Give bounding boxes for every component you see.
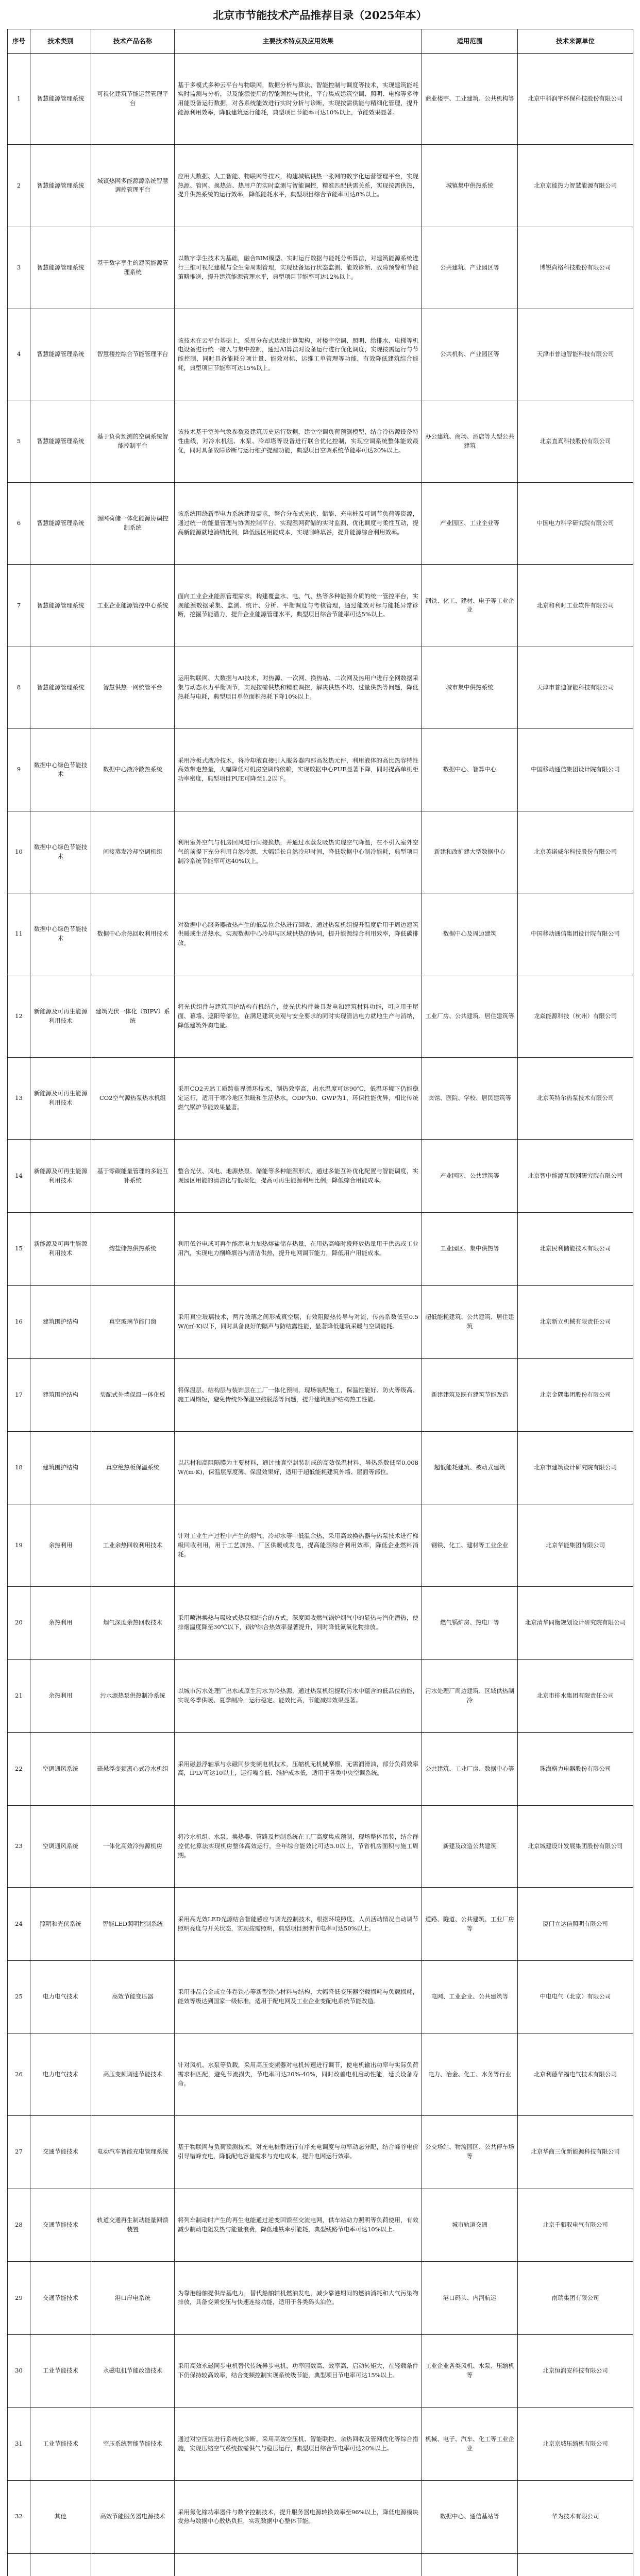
row-category: 其他 bbox=[30, 2481, 91, 2554]
row-scope: 超低能耗建筑、被动式建筑 bbox=[422, 1431, 518, 1504]
row-source-unit: 厦门立达信照明有限公司 bbox=[518, 1888, 633, 1961]
row-number: 16 bbox=[8, 1285, 30, 1359]
table-row bbox=[8, 400, 633, 482]
row-product-name: 真空玻璃节能门窗 bbox=[91, 1285, 175, 1359]
row-category: 建筑围护结构 bbox=[30, 1431, 91, 1504]
row-category: 余热利用 bbox=[30, 1504, 91, 1586]
row-category: 工业节能技术 bbox=[30, 2408, 91, 2481]
row-source-unit: 北京英特尔热泵技术有限公司 bbox=[518, 1057, 633, 1139]
row-source-unit: 北京英诺威尔科技股份有限公司 bbox=[518, 811, 633, 893]
table-header bbox=[8, 29, 633, 54]
table-row bbox=[8, 1586, 633, 1659]
header-source-unit: 技术来源单位 bbox=[518, 29, 633, 54]
row-number: 29 bbox=[8, 2262, 30, 2335]
row-category: 空调通风系统 bbox=[30, 1733, 91, 1806]
row-scope: 燃气锅炉房、热电厂等 bbox=[422, 1586, 518, 1659]
row-scope: 道路、隧道、公共建筑、工业厂房等 bbox=[422, 1888, 518, 1961]
row-product-name bbox=[91, 2553, 175, 2576]
row-category: 智慧能源管理系统 bbox=[30, 565, 91, 647]
row-source-unit: 天津市普迪智能科技有限公司 bbox=[518, 309, 633, 400]
row-scope: 钢铁、化工、建材、电子等工业企业 bbox=[422, 565, 518, 647]
row-category: 智慧能源管理系统 bbox=[30, 482, 91, 564]
table-row bbox=[8, 2262, 633, 2335]
row-scope: 钢铁、化工、建材等工业企业 bbox=[422, 1504, 518, 1586]
row-product-name: 高效节能变压器 bbox=[91, 1960, 175, 2033]
row-features: 基于物联网与负荷预测技术，对充电桩群进行有序充电调度与功率动态分配，结合峰谷电价引导错峰充电，降低配电容量需求与充电成本，提升电网运行效率。 bbox=[175, 2115, 422, 2189]
table-row bbox=[8, 1733, 633, 1806]
row-number: 11 bbox=[8, 893, 30, 975]
row-number: 15 bbox=[8, 1212, 30, 1285]
row-product-name: 高压变频调速节能技术 bbox=[91, 2033, 175, 2115]
row-source-unit: 华为技术有限公司 bbox=[518, 2481, 633, 2554]
table-row bbox=[8, 2481, 633, 2554]
row-category: 智慧能源管理系统 bbox=[30, 145, 91, 227]
row-number: 28 bbox=[8, 2189, 30, 2262]
row-number: 8 bbox=[8, 647, 30, 728]
row-scope: 工业厂房、公共建筑、居住建筑等 bbox=[422, 975, 518, 1057]
row-scope: 污水处理厂周边建筑、区域供热制冷 bbox=[422, 1659, 518, 1733]
row-number: 19 bbox=[8, 1504, 30, 1586]
row-scope: 机械、电子、汽车、化工等工业企业 bbox=[422, 2408, 518, 2481]
row-product-name: 永磁电机节能改造技术 bbox=[91, 2334, 175, 2408]
table-row bbox=[8, 1888, 633, 1961]
row-number: 18 bbox=[8, 1431, 30, 1504]
row-number: 9 bbox=[8, 729, 30, 811]
row-features: 通过对空压站进行系统化诊断，采用高效空压机、智能联控、余热回收及管网优化等综合措施，实现压缩空气系统按需供气与稳压运行，典型项目综合节电率可达20%以上。 bbox=[175, 2408, 422, 2481]
row-product-name: CO2空气源热泵热水机组 bbox=[91, 1057, 175, 1139]
header-features: 主要技术特点及应用效果 bbox=[175, 29, 422, 54]
row-number: 4 bbox=[8, 309, 30, 400]
row-source-unit: 中国电力科学研究院有限公司 bbox=[518, 482, 633, 564]
table-row bbox=[8, 811, 633, 893]
row-product-name: 装配式外墙保温一体化板 bbox=[91, 1359, 175, 1432]
row-source-unit: 北京金隅集团股份有限公司 bbox=[518, 1359, 633, 1432]
row-category: 电力电气技术 bbox=[30, 1960, 91, 2033]
row-number: 2 bbox=[8, 145, 30, 227]
row-product-name: 建筑光伏一体化（BIPV）系统 bbox=[91, 975, 175, 1057]
row-source-unit: 北京市建筑设计研究院有限公司 bbox=[518, 1431, 633, 1504]
row-scope: 超低能耗建筑、公共建筑、居住建筑 bbox=[422, 1285, 518, 1359]
row-product-name: 城镇热网多能源源系统智慧调控管理平台 bbox=[91, 145, 175, 227]
row-scope: 宾馆、医院、学校、居民建筑等 bbox=[422, 1057, 518, 1139]
row-category: 建筑围护结构 bbox=[30, 1285, 91, 1359]
row-features: 采用磁悬浮轴承与永磁同步变频电机技术，压缩机无机械摩擦、无需润滑油，部分负荷效率高，IPLV可达10以上，运行噪音低、维护成本低，适用于各类中央空调系统。 bbox=[175, 1733, 422, 1806]
row-features: 利用低谷电或可再生能源电力加热熔盐储存热量，在用热高峰时段释放热量用于供热或工业用汽，实现电力削峰填谷与清洁供热，提升电网调节能力，降低用户用能成本。 bbox=[175, 1212, 422, 1285]
row-product-name: 一体化高效冷热源机房 bbox=[91, 1805, 175, 1887]
row-product-name: 源网荷储一体化能源协调控制系统 bbox=[91, 482, 175, 564]
table-row bbox=[8, 1359, 633, 1432]
row-number: 25 bbox=[8, 1960, 30, 2033]
row-scope: 商业楼宇、工业建筑、公共机构等 bbox=[422, 54, 518, 145]
row-product-name: 电动汽车智能充电管理系统 bbox=[91, 2115, 175, 2189]
row-number: 22 bbox=[8, 1733, 30, 1806]
row-number bbox=[8, 2553, 30, 2576]
row-features: 采用氮化镓功率器件与数字控制技术，提升服务器电源转换效率至96%以上，降低电源模块发热与数据中心散热负担，实现数据中心整体节能。 bbox=[175, 2481, 422, 2554]
row-product-name: 基于负荷预测的空调系统智能控制平台 bbox=[91, 400, 175, 482]
table-row bbox=[8, 2408, 633, 2481]
row-features: 以数字孪生技术为基础，融合BIM模型、实时运行数据与能耗分析算法，对建筑能源系统进行三维可视化建模与全生命周期管理，实现设备运行状态监测、能效诊断、故障预警和节能策略推送，提升建筑能源管理水平，典型项目节能率可达12%以上。 bbox=[175, 227, 422, 309]
row-category: 数据中心绿色节能技术 bbox=[30, 811, 91, 893]
row-scope: 城市集中供热系统 bbox=[422, 647, 518, 728]
row-product-name: 空压系统智能节能技术 bbox=[91, 2408, 175, 2481]
row-category: 照明和光伏系统 bbox=[30, 1888, 91, 1961]
row-product-name: 烟气深度余热回收技术 bbox=[91, 1586, 175, 1659]
table-row bbox=[8, 1504, 633, 1586]
row-source-unit: 北京清华同衡规划设计研究院有限公司 bbox=[518, 1586, 633, 1659]
row-features: 采用真空玻璃技术，两片玻璃之间形成真空层，有效阻隔热传导与对流，传热系数低至0.5W/(㎡·K)以下，同时具备良好的隔声与防结露性能，显著降低建筑采暖与空调能耗。 bbox=[175, 1285, 422, 1359]
row-product-name: 高效节能服务器电源技术 bbox=[91, 2481, 175, 2554]
table-row bbox=[8, 1431, 633, 1504]
row-product-name: 轨道交通再生制动能量回馈装置 bbox=[91, 2189, 175, 2262]
row-product-name: 可视化建筑节能运营管理平台 bbox=[91, 54, 175, 145]
row-number: 17 bbox=[8, 1359, 30, 1432]
table-row bbox=[8, 1057, 633, 1139]
row-number: 10 bbox=[8, 811, 30, 893]
row-source-unit: 中电电气（北京）有限公司 bbox=[518, 1960, 633, 2033]
row-category: 智慧能源管理系统 bbox=[30, 647, 91, 728]
table-row bbox=[8, 647, 633, 728]
row-category: 新能源及可再生能源利用技术 bbox=[30, 1212, 91, 1285]
table-row bbox=[8, 1805, 633, 1887]
row-source-unit: 北京民利储能技术有限公司 bbox=[518, 1212, 633, 1285]
row-source-unit: 北京京能热力智慧能源有限公司 bbox=[518, 145, 633, 227]
row-features bbox=[175, 2553, 422, 2576]
row-source-unit: 南瑞集团有限公司 bbox=[518, 2262, 633, 2335]
row-category: 电力电气技术 bbox=[30, 2033, 91, 2115]
row-product-name: 基于数字孪生的建筑能源管理系统 bbox=[91, 227, 175, 309]
row-features: 整合光伏、风电、地源热泵、储能等多种能源形式，通过多能互补优化配置与智能调度，实现园区用能的清洁化与低碳化，提高可再生能源利用比例，降低综合用能成本。 bbox=[175, 1140, 422, 1213]
header-category: 技术类别 bbox=[30, 29, 91, 54]
row-features: 将保温层、结构层与装饰层在工厂一体化预制，现场装配施工，保温性能好、防火等级高、施工周期短，避免传统外保温空鼓脱落等问题，提升建筑围护结构热工性能。 bbox=[175, 1359, 422, 1432]
row-number: 24 bbox=[8, 1888, 30, 1961]
row-number: 27 bbox=[8, 2115, 30, 2189]
row-features: 采用非晶合金或立体卷铁心等新型铁心材料与结构，大幅降低变压器空载损耗与负载损耗，能效等级达到国家一级标准，适用于配电网及工业企业变配电系统节能改造。 bbox=[175, 1960, 422, 2033]
row-category: 建筑围护结构 bbox=[30, 1359, 91, 1432]
row-product-name: 工业企业能源管控中心系统 bbox=[91, 565, 175, 647]
row-source-unit: 北京京城压缩机有限公司 bbox=[518, 2408, 633, 2481]
row-features: 应用大数据、人工智能、物联网等技术，构建城镇供热一张网的数字化运营管理平台，实现热源、管网、换热站、热用户的实时监测与智能调控，精准匹配供需关系，实现按需供热，提升供热系统的运行效率，降低能耗水平，典型项目综合节能率可达8%以上。 bbox=[175, 145, 422, 227]
row-features: 采用喷淋换热与吸收式热泵相结合的方式，深度回收燃气锅炉烟气中的显热与汽化潜热，使排烟温度降至30℃以下，锅炉综合热效率显著提升，同时降低氮氧化物排放。 bbox=[175, 1586, 422, 1659]
row-source-unit: 北京利德华福电气技术有限公司 bbox=[518, 2033, 633, 2115]
row-source-unit: 北京华能集团有限公司 bbox=[518, 1504, 633, 1586]
row-product-name: 智能LED照明控制系统 bbox=[91, 1888, 175, 1961]
row-number: 20 bbox=[8, 1586, 30, 1659]
row-product-name: 基于零碳能量管理的多能互补系统 bbox=[91, 1140, 175, 1213]
row-source-unit: 北京城建设计发展集团股份有限公司 bbox=[518, 1805, 633, 1887]
table-row bbox=[8, 1659, 633, 1733]
row-features: 面向工业企业能源管理需求，构建覆盖水、电、气、热等多种能源介质的统一管控平台，实现能源数据采集、监测、统计、分析、平衡调度与考核管理，通过能效对标与能耗异常诊断，挖掘节能潜力，提升企业能源管理水平，典型项目综合节能率可达5%以上。 bbox=[175, 565, 422, 647]
row-scope: 港口码头、内河航运 bbox=[422, 2262, 518, 2335]
row-product-name: 污水源热泵供热制冷系统 bbox=[91, 1659, 175, 1733]
table-row bbox=[8, 2033, 633, 2115]
row-scope: 数据中心、通信基站等 bbox=[422, 2481, 518, 2554]
row-number: 6 bbox=[8, 482, 30, 564]
row-features: 将光伏组件与建筑围护结构有机结合，使光伏构件兼具发电和建筑材料功能，可应用于屋面、幕墙、遮阳等部位，在满足建筑美观与安全要求的同时实现清洁电力就地生产与消纳，降低建筑外购电量。 bbox=[175, 975, 422, 1057]
row-category: 交通节能技术 bbox=[30, 2262, 91, 2335]
row-scope: 办公建筑、商场、酒店等大型公共建筑 bbox=[422, 400, 518, 482]
row-product-name: 数据中心液冷散热系统 bbox=[91, 729, 175, 811]
row-scope: 城镇集中供热系统 bbox=[422, 145, 518, 227]
row-source-unit: 北京千驷驭电气有限公司 bbox=[518, 2189, 633, 2262]
row-category: 智慧能源管理系统 bbox=[30, 227, 91, 309]
row-scope: 城市轨道交通 bbox=[422, 2189, 518, 2262]
row-features: 采用冷板式液冷技术，将冷却液直接引入服务器内部高发热元件，利用液体的高比热容特性高效带走热量，大幅降低对机房空调的依赖，实现数据中心PUE显著下降，同时提高单机柜功率密度，典型项目PUE可降至1.2以下。 bbox=[175, 729, 422, 811]
row-features: 该技术基于室外气象参数及建筑历史运行数据，建立空调负荷预测模型，结合冷热源设备特性曲线，对冷水机组、水泵、冷却塔等设备进行联合优化控制，实现空调系统整体能效最优，同时具备故障诊断与运行维护提醒功能，典型项目空调系统节能率可达20%以上。 bbox=[175, 400, 422, 482]
row-category: 数据中心绿色节能技术 bbox=[30, 729, 91, 811]
row-category: 智慧能源管理系统 bbox=[30, 54, 91, 145]
row-number: 32 bbox=[8, 2481, 30, 2554]
row-scope: 公共机构、产业园区等 bbox=[422, 309, 518, 400]
row-source-unit: 天津市普迪智能科技有限公司 bbox=[518, 647, 633, 728]
row-category: 余热利用 bbox=[30, 1659, 91, 1733]
row-number: 21 bbox=[8, 1659, 30, 1733]
row-scope: 数据中心及周边建筑 bbox=[422, 893, 518, 975]
row-scope: 公交场站、物流园区、公共停车场等 bbox=[422, 2115, 518, 2189]
row-features: 采用CO2天然工质跨临界循环技术，制热效率高，出水温度可达90℃，低温环境下仍能稳定运行，适用于寒冷地区供暖和生活热水，ODP为0、GWP为1，环保性能优异，相比传统燃气锅炉节能效果显著。 bbox=[175, 1057, 422, 1139]
row-features: 针对工业生产过程中产生的烟气、冷却水等中低温余热，采用高效换热器与热泵技术进行梯级回收利用，用于工艺加热、厂区供暖或发电，提高能源综合利用效率，降低企业燃料消耗。 bbox=[175, 1504, 422, 1586]
row-source-unit: 中国移动通信集团设计院有限公司 bbox=[518, 729, 633, 811]
row-source-unit: 北京和利时工业软件有限公司 bbox=[518, 565, 633, 647]
header-scope: 适用范围 bbox=[422, 29, 518, 54]
row-number: 30 bbox=[8, 2334, 30, 2408]
row-product-name: 港口岸电系统 bbox=[91, 2262, 175, 2335]
row-features: 采用高光效LED光源结合智能感应与调光控制技术，根据环境照度、人员活动情况自动调节照明亮度与开关状态，实现按需照明，典型项目照明节电率可达50%以上。 bbox=[175, 1888, 422, 1961]
row-source-unit: 北京新立机械有限责任公司 bbox=[518, 1285, 633, 1359]
row-features: 采用高效永磁同步电机替代传统异步电机，功率因数高、效率高、启动转矩大，在轻载条件下仍保持较高效率，结合变频控制实现系统级节能，典型项目节电率可达15%以上。 bbox=[175, 2334, 422, 2408]
row-source-unit: 珠海格力电器股份有限公司 bbox=[518, 1733, 633, 1806]
row-scope: 工业园区、集中供热等 bbox=[422, 1212, 518, 1285]
row-features: 将列车制动时产生的再生电能通过逆变回馈至交流电网，供车站动力照明等负荷使用，有效减少制动电阻发热与能量浪费，降低地铁牵引能耗，典型线路节电率可达10%以上。 bbox=[175, 2189, 422, 2262]
row-number: 12 bbox=[8, 975, 30, 1057]
row-features: 基于多模式多种云平台与物联网，数据分析与算法、智能控制与调度等技术，实现建筑能耗实时监测与分析，以及能源使用的智能调控与优化，平台集成建筑空调、照明、电梯等多种用能设备运行数据，对各系统能效进行实时分析与诊断，实现按需供能与精细化管理，提升能源利用效率，降低建筑运行能耗，典型项目节能率可达10%以上，节能效果显著。 bbox=[175, 54, 422, 145]
row-category: 智慧能源管理系统 bbox=[30, 400, 91, 482]
header-number: 序号 bbox=[8, 29, 30, 54]
row-scope: 电力、冶金、化工、水务等行业 bbox=[422, 2033, 518, 2115]
table-row bbox=[8, 729, 633, 811]
table-row bbox=[8, 227, 633, 309]
row-category: 新能源及可再生能源利用技术 bbox=[30, 1140, 91, 1213]
row-number: 1 bbox=[8, 54, 30, 145]
row-category: 新能源及可再生能源利用技术 bbox=[30, 975, 91, 1057]
row-number: 5 bbox=[8, 400, 30, 482]
table-row bbox=[8, 2553, 633, 2576]
header-product-name: 技术产品名称 bbox=[91, 29, 175, 54]
row-category bbox=[30, 2553, 91, 2576]
row-number: 31 bbox=[8, 2408, 30, 2481]
row-category: 交通节能技术 bbox=[30, 2115, 91, 2189]
table-row bbox=[8, 2115, 633, 2189]
row-scope: 工业企业各类风机、水泵、压缩机等 bbox=[422, 2334, 518, 2408]
row-source-unit: 中国移动通信集团设计院有限公司 bbox=[518, 893, 633, 975]
row-scope: 电网、工业企业、公共建筑等 bbox=[422, 1960, 518, 2033]
row-category: 余热利用 bbox=[30, 1586, 91, 1659]
table-row bbox=[8, 2189, 633, 2262]
row-features: 该系统围绕新型电力系统建设需求，整合分布式光伏、储能、充电桩及可调节负荷等资源，通过统一的能量管理与协调控制平台，实现源网荷储的实时监测、优化调度与柔性互动，提高新能源就地消纳比例，降低园区用能成本，实现削峰填谷，提升能源综合利用效率。 bbox=[175, 482, 422, 564]
row-number: 26 bbox=[8, 2033, 30, 2115]
row-scope: 公共建筑、产业园区等 bbox=[422, 227, 518, 309]
table-row bbox=[8, 145, 633, 227]
row-number: 3 bbox=[8, 227, 30, 309]
row-category: 交通节能技术 bbox=[30, 2189, 91, 2262]
row-scope bbox=[422, 2553, 518, 2576]
row-category: 工业节能技术 bbox=[30, 2334, 91, 2408]
catalog-table bbox=[7, 29, 633, 2576]
row-product-name: 数据中心余热回收利用技术 bbox=[91, 893, 175, 975]
row-product-name: 真空绝热板保温系统 bbox=[91, 1431, 175, 1504]
table-row bbox=[8, 975, 633, 1057]
row-product-name: 磁悬浮变频离心式冷水机组 bbox=[91, 1733, 175, 1806]
row-number: 14 bbox=[8, 1140, 30, 1213]
row-source-unit: 北京直真科技股份有限公司 bbox=[518, 400, 633, 482]
row-product-name: 熔盐储热供热系统 bbox=[91, 1212, 175, 1285]
table-row bbox=[8, 1285, 633, 1359]
row-number: 7 bbox=[8, 565, 30, 647]
row-number: 13 bbox=[8, 1057, 30, 1139]
row-source-unit: 北京恒润安科技有限公司 bbox=[518, 2334, 633, 2408]
table-row bbox=[8, 2334, 633, 2408]
row-source-unit: 北京智中能源互联网研究院有限公司 bbox=[518, 1140, 633, 1213]
row-category: 智慧能源管理系统 bbox=[30, 309, 91, 400]
row-features: 以芯材和高阻隔膜为主要材料，通过抽真空封装制成的高效保温材料，导热系数低至0.008W/(m·K)，保温层厚度薄、保温效果好，适用于超低能耗建筑外墙、屋面等部位。 bbox=[175, 1431, 422, 1504]
row-product-name: 智慧供热一网统管平台 bbox=[91, 647, 175, 728]
row-category: 新能源及可再生能源利用技术 bbox=[30, 1057, 91, 1139]
table-body bbox=[8, 54, 633, 2576]
table-row bbox=[8, 565, 633, 647]
row-features: 该技术在云平台基础上，采用分布式边缘计算架构，对楼宇空调、照明、给排水、电梯等机电设备进行统一接入与集中控制，通过AI算法对设备运行进行优化调度，实现按需运行与节能控制，同时具备能耗分项计量、能效对标、运维工单管理等功能，有效降低建筑综合能耗，典型项目节能率可达15%以上。 bbox=[175, 309, 422, 400]
row-number: 23 bbox=[8, 1805, 30, 1887]
row-scope: 公共建筑、工业厂房、数据中心等 bbox=[422, 1733, 518, 1806]
row-features: 为靠港船舶提供岸基电力，替代船舶辅机燃油发电，减少靠港期间的燃油消耗和大气污染物排放，具备变频变压与快速连接功能，适用于各类码头泊位。 bbox=[175, 2262, 422, 2335]
row-features: 运用物联网、大数据与AI技术，对热源、一次网、换热站、二次网及热用户进行全网数据采集与动态水力平衡调节，实现按需供热和精准调控，解决供热不均、过量供热等问题，降低热耗与电耗，典型项目单位面积热耗下降10%以上。 bbox=[175, 647, 422, 728]
row-source-unit: 北京市排水集团有限责任公司 bbox=[518, 1659, 633, 1733]
row-features: 利用室外空气与机房回风进行间接换热，并通过水蒸发吸热实现空气降温，在不引入室外空气的前提下充分利用自然冷源，大幅延长自然冷却时间，降低数据中心制冷能耗，典型项目制冷系统节能率可达40%以上。 bbox=[175, 811, 422, 893]
table-row bbox=[8, 1960, 633, 2033]
row-product-name: 工业余热回收利用技术 bbox=[91, 1504, 175, 1586]
row-features: 针对风机、水泵等负载，采用高压变频器对电机转速进行调节，使电机输出功率与实际负荷需求相匹配，避免节流损失，节电率可达20%-40%，同时改善电机启动性能，延长设备寿命。 bbox=[175, 2033, 422, 2115]
document-title: 北京市节能技术产品推荐目录（2025年本） bbox=[213, 9, 427, 22]
row-features: 以城市污水处理厂出水或原生污水为冷热源，通过热泵机组提取污水中蕴含的低品位热能，实现冬季供暖、夏季制冷，运行稳定、能效比高，节能减排效果显著。 bbox=[175, 1659, 422, 1733]
row-category: 数据中心绿色节能技术 bbox=[30, 893, 91, 975]
header-row bbox=[8, 29, 633, 54]
row-source-unit: 北京华商三优新能源科技有限公司 bbox=[518, 2115, 633, 2189]
row-scope: 新建及改造公共建筑 bbox=[422, 1805, 518, 1887]
table-row bbox=[8, 893, 633, 975]
row-features: 对数据中心服务器散热产生的低品位余热进行回收，通过热泵机组提升温度后用于周边建筑供暖或生活热水，实现数据中心冷却与区域供热的协同，提升能源综合利用效率，降低碳排放。 bbox=[175, 893, 422, 975]
row-source-unit: 博锐尚格科技股份有限公司 bbox=[518, 227, 633, 309]
table-row bbox=[8, 482, 633, 564]
row-scope: 新建和改扩建大型数据中心 bbox=[422, 811, 518, 893]
table-row bbox=[8, 1140, 633, 1213]
row-features: 将冷水机组、水泵、换热器、管路及控制系统在工厂高度集成预制，现场整体吊装，结合群控优化算法实现机房整体高效运行，全年综合能效比可达5.0以上，节省机房面积与施工周期。 bbox=[175, 1805, 422, 1887]
row-source-unit: 北京中科润宇环保科技股份有限公司 bbox=[518, 54, 633, 145]
row-product-name: 间接蒸发冷却空调机组 bbox=[91, 811, 175, 893]
row-category: 空调通风系统 bbox=[30, 1805, 91, 1887]
row-source-unit: 龙焱能源科技（杭州）有限公司 bbox=[518, 975, 633, 1057]
table-row bbox=[8, 54, 633, 145]
row-source-unit bbox=[518, 2553, 633, 2576]
row-scope: 数据中心、智算中心 bbox=[422, 729, 518, 811]
row-product-name: 智慧楼控综合节能管理平台 bbox=[91, 309, 175, 400]
table-row bbox=[8, 1212, 633, 1285]
table-row bbox=[8, 309, 633, 400]
row-scope: 新建建筑及既有建筑节能改造 bbox=[422, 1359, 518, 1432]
row-scope: 产业园区、工业企业等 bbox=[422, 482, 518, 564]
row-scope: 产业园区、公共建筑等 bbox=[422, 1140, 518, 1213]
